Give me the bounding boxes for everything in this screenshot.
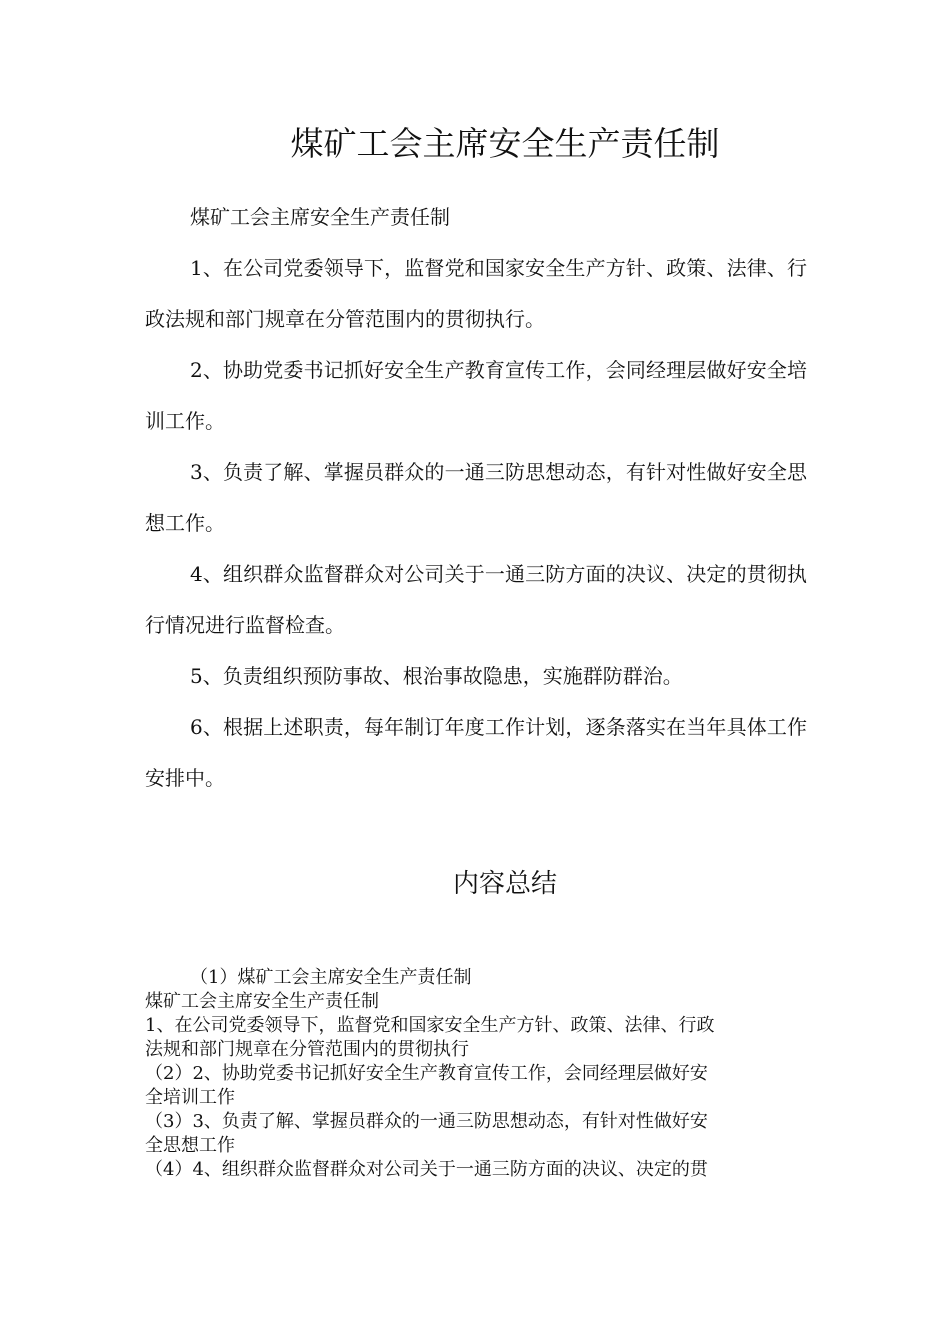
summary-line: 煤矿工会主席安全生产责任制	[145, 991, 379, 1012]
paragraph-item-4: 4、组织群众监督群众对公司关于一通三防方面的决议、决定的贯彻执行情况进行监督检查。	[145, 562, 807, 637]
summary-line: （3）3、负责了解、掌握员群众的一通三防思想动态，有针对性做好安	[145, 1111, 708, 1132]
document-body	[145, 192, 807, 804]
paragraph-item-3: 3、负责了解、掌握员群众的一通三防思想动态，有针对性做好安全思想工作。	[145, 460, 807, 535]
summary-line: （1）煤矿工会主席安全生产责任制	[190, 967, 472, 988]
summary-line: （2）2、协助党委书记抓好安全生产教育宣传工作，会同经理层做好安	[145, 1063, 708, 1084]
summary-title: 内容总结	[452, 869, 557, 899]
summary-line: 全思想工作	[145, 1135, 235, 1156]
summary-body	[145, 966, 807, 1182]
paragraph-item-5: 5、负责组织预防事故、根治事故隐患，实施群防群治。	[190, 664, 683, 688]
paragraph-item-6: 6、根据上述职责，每年制订年度工作计划，逐条落实在当年具体工作安排中。	[145, 715, 807, 790]
summary-line: （4）4、组织群众监督群众对公司关于一通三防方面的决议、决定的贯	[145, 1159, 708, 1180]
document-title: 煤矿工会主席安全生产责任制	[290, 124, 720, 163]
paragraph-item-1: 1、在公司党委领导下，监督党和国家安全生产方针、政策、法律、行政法规和部门规章在分管范围内的贯彻执行。	[145, 256, 807, 331]
summary-line: 法规和部门规章在分管范围内的贯彻执行	[145, 1039, 469, 1060]
summary-line: 全培训工作	[145, 1087, 235, 1108]
paragraph-item-2: 2、协助党委书记抓好安全生产教育宣传工作，会同经理层做好安全培训工作。	[145, 358, 807, 433]
paragraph-heading: 煤矿工会主席安全生产责任制	[190, 205, 450, 229]
summary-line: 1、在公司党委领导下，监督党和国家安全生产方针、政策、法律、行政	[145, 1015, 715, 1036]
